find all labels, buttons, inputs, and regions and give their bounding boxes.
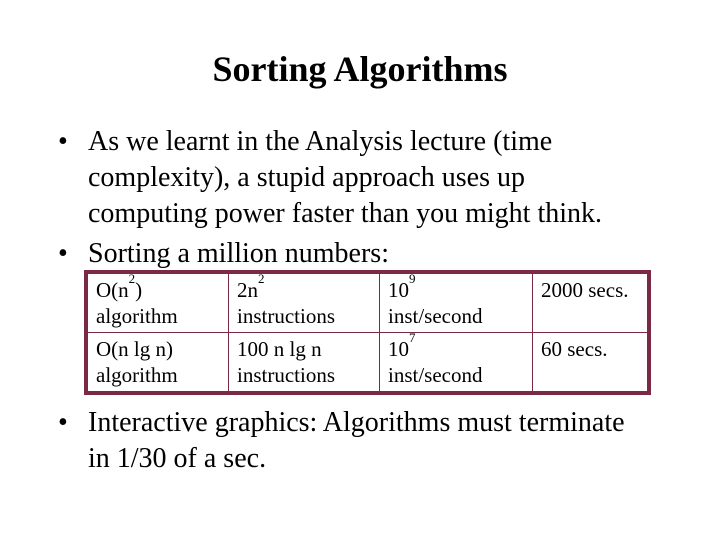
bullet-line: complexity), a stupid approach uses up [88,162,526,193]
table-cell: 2000 secs. [533,274,648,333]
slide-title: Sorting Algorithms [212,49,508,89]
bullet-line: in 1/30 of a sec. [88,443,267,474]
table-cell: 60 secs. [533,333,648,392]
bullet-item [58,406,718,478]
table-cell: $O(n^2)$ algorithm [88,274,229,333]
bullet-symbol: • [58,126,68,157]
bullet-item [58,125,698,235]
comparison-table [84,270,651,395]
bullet-symbol: • [58,238,68,269]
table-cell: 100 n lg n instructions [229,333,380,392]
table-cell: $10^7$ inst/second [380,333,533,392]
bullet-item [58,237,698,271]
table-cell: $10^9$ inst/second [380,274,533,333]
table-row [88,274,648,333]
bullet-line: computing power faster than you might think. [88,198,603,229]
bullet-line: As we learnt in the Analysis lecture (time [88,126,553,157]
table-row [88,333,648,392]
table-cell: $2n^2$ instructions [229,274,380,333]
table-grid [87,273,648,392]
bullet-symbol: • [58,407,68,438]
bullet-line: Interactive graphics: Algorithms must terminate [88,407,625,438]
bullet-line: Sorting a million numbers: [88,238,389,269]
table-cell: O(n lg n) algorithm [88,333,229,392]
